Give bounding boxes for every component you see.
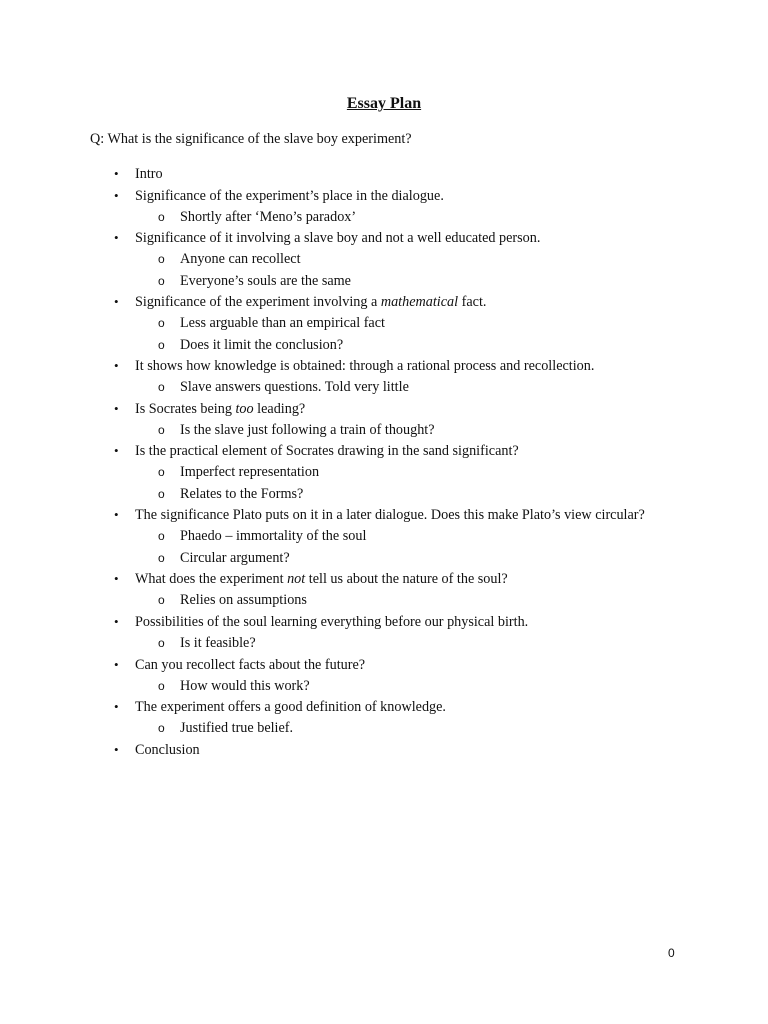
sub-list-item [0, 421, 768, 439]
list-item [0, 442, 768, 502]
sub-list-item [0, 591, 768, 609]
bullet-icon: • [114, 571, 119, 587]
sub-list-item-text: Is it feasible? [180, 634, 256, 651]
circle-bullet-icon: o [158, 550, 165, 565]
emphasis-text: not [287, 571, 306, 588]
bullet-icon: • [114, 187, 119, 203]
list-item-text [135, 229, 540, 247]
essay-question: Q: What is the significance of the slave boy experiment? [90, 131, 412, 147]
list-item-text [135, 187, 444, 205]
list-item [0, 293, 768, 353]
list-item-text [135, 741, 200, 759]
text-segment: It shows how knowledge is obtained: through a rational process and recollection. [135, 358, 595, 375]
bullet-icon: • [114, 613, 119, 629]
circle-bullet-icon: o [158, 721, 165, 736]
text-segment: Intro [135, 166, 163, 182]
circle-bullet-icon: o [158, 209, 165, 224]
list-item [0, 656, 768, 695]
bullet-icon: • [114, 166, 119, 181]
list-item-text [135, 357, 594, 375]
circle-bullet-icon: o [158, 252, 165, 267]
list-item-text [135, 442, 519, 460]
list-item [0, 570, 768, 609]
sub-list-item-text: Is the slave just following a train of thought? [180, 421, 435, 438]
sub-list-item [0, 634, 768, 652]
circle-bullet-icon: o [158, 465, 165, 480]
sub-list-item [0, 485, 768, 503]
list-item-text [135, 570, 508, 588]
sub-list [0, 208, 768, 226]
text-segment: What does the experiment [135, 571, 288, 588]
list-item-row [0, 698, 768, 716]
sub-list-item [0, 250, 768, 268]
text-segment: Can you recollect facts about the future? [135, 656, 366, 673]
text-segment: fact. [458, 294, 487, 311]
list-item-row [0, 506, 768, 524]
sub-list-item [0, 719, 768, 737]
sub-list-item-text: How would this work? [180, 677, 310, 694]
list-item [0, 400, 768, 439]
essay-plan-list [0, 165, 768, 762]
emphasis-text: mathematical [380, 294, 459, 311]
list-item-text [135, 400, 305, 418]
circle-bullet-icon: o [158, 635, 165, 650]
sub-list-item-text: Slave answers questions. Told very little [180, 379, 409, 396]
sub-list-item [0, 336, 768, 354]
circle-bullet-icon: o [158, 529, 165, 544]
list-item-text [135, 698, 446, 716]
circle-bullet-icon: o [158, 678, 165, 693]
text-segment: Conclusion [135, 741, 200, 758]
list-item-text [135, 613, 528, 631]
sub-list-item-text: Relates to the Forms? [180, 485, 304, 502]
list-item-text [135, 165, 163, 183]
circle-bullet-icon: o [158, 593, 165, 608]
sub-list-item [0, 314, 768, 332]
list-item [0, 165, 768, 183]
sub-list-item-text: Less arguable than an empirical fact [180, 315, 385, 332]
text-segment: Is the practical element of Socrates drawing in the sand significant? [135, 443, 519, 460]
text-segment: Possibilities of the soul learning everything before our physical birth. [135, 613, 529, 630]
sub-list [0, 421, 768, 439]
list-item [0, 506, 768, 566]
list-item-row [0, 357, 768, 375]
circle-bullet-icon: o [158, 337, 165, 352]
circle-bullet-icon: o [158, 422, 165, 437]
sub-list [0, 527, 768, 566]
list-item [0, 741, 768, 759]
sub-list [0, 314, 768, 353]
bullet-icon: • [114, 699, 119, 715]
list-item-text [135, 656, 365, 674]
bullet-icon: • [114, 741, 119, 757]
text-segment: The significance Plato puts on it in a later dialogue. Does this make Plato’s view circular? [135, 507, 645, 524]
text-segment: Significance of it involving a slave boy and not a well educated person. [135, 230, 541, 247]
sub-list-item [0, 527, 768, 545]
sub-list [0, 719, 768, 737]
sub-list [0, 591, 768, 609]
sub-list-item [0, 549, 768, 567]
list-item [0, 229, 768, 289]
sub-list-item-text: Does it limit the conclusion? [180, 336, 344, 353]
list-item-row [0, 293, 768, 311]
text-segment: The experiment offers a good definition of knowledge. [135, 699, 446, 716]
bullet-icon: • [114, 656, 119, 672]
text-segment: leading? [253, 400, 306, 417]
list-item-text [135, 506, 645, 524]
list-item-row [0, 229, 768, 247]
text-segment: Is Socrates being [135, 400, 236, 417]
list-item-row [0, 741, 768, 759]
sub-list-item-text: Circular argument? [180, 549, 290, 566]
list-item-row [0, 442, 768, 460]
sub-list-item [0, 378, 768, 396]
list-item [0, 187, 768, 226]
list-item [0, 357, 768, 396]
circle-bullet-icon: o [158, 486, 165, 501]
bullet-icon: • [114, 294, 119, 310]
text-segment: Significance of the experiment involving a [135, 294, 381, 311]
page-number: 0 [668, 946, 675, 960]
circle-bullet-icon: o [158, 380, 165, 395]
sub-list-item-text: Anyone can recollect [180, 251, 301, 268]
bullet-icon: • [114, 400, 119, 416]
list-item-row [0, 570, 768, 588]
sub-list [0, 378, 768, 396]
bullet-icon: • [114, 358, 119, 374]
emphasis-text: too [235, 400, 254, 417]
list-item-row [0, 187, 768, 205]
bullet-icon: • [114, 507, 119, 523]
list-item-row [0, 165, 768, 183]
sub-list [0, 677, 768, 695]
sub-list [0, 634, 768, 652]
sub-list-item [0, 208, 768, 226]
sub-list-item-text: Everyone’s souls are the same [180, 272, 351, 289]
page-title: Essay Plan [346, 95, 422, 112]
sub-list-item-text: Relies on assumptions [180, 592, 307, 609]
sub-list-item [0, 677, 768, 695]
list-item [0, 698, 768, 737]
list-item-text [135, 293, 486, 311]
list-item-row [0, 613, 768, 631]
circle-bullet-icon: o [158, 273, 165, 288]
sub-list-item [0, 272, 768, 290]
bullet-icon: • [114, 443, 119, 459]
sub-list-item-text: Imperfect representation [180, 464, 320, 481]
text-segment: tell us about the nature of the soul? [305, 571, 508, 588]
sub-list [0, 463, 768, 502]
list-item-row [0, 400, 768, 418]
sub-list-item-text: Justified true belief. [180, 720, 294, 737]
sub-list [0, 250, 768, 289]
list-item-row [0, 656, 768, 674]
sub-list-item [0, 463, 768, 481]
list-item [0, 613, 768, 652]
text-segment: Significance of the experiment’s place in the dialogue. [135, 187, 444, 204]
sub-list-item-text: Phaedo – immortality of the soul [180, 528, 367, 545]
circle-bullet-icon: o [158, 316, 165, 331]
sub-list-item-text: Shortly after ‘Meno’s paradox’ [180, 208, 357, 225]
bullet-icon: • [114, 230, 119, 246]
